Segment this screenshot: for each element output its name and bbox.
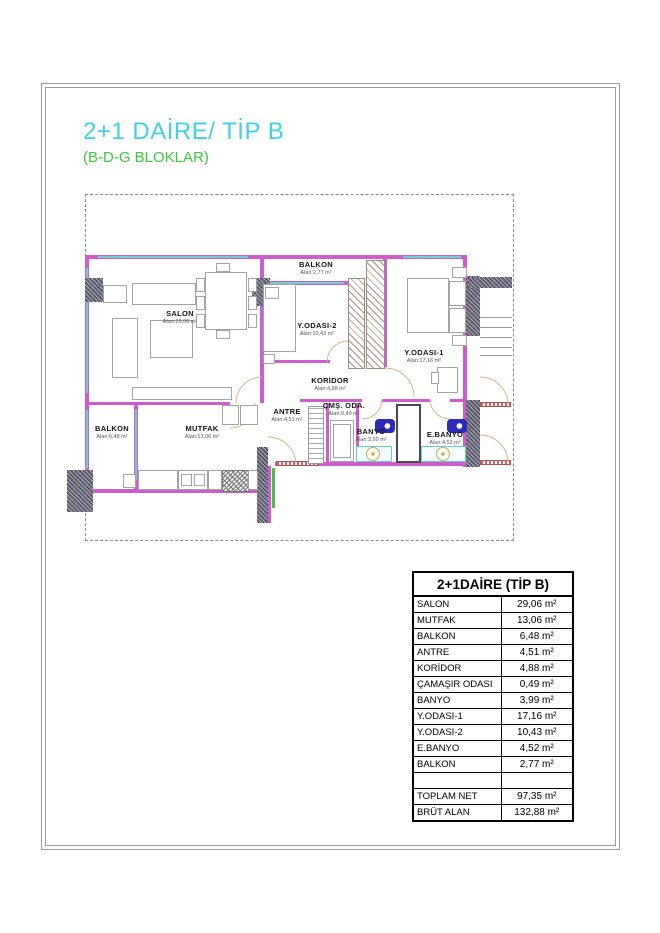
table-cell-value: 10,43 m² xyxy=(501,725,573,741)
room-label-balkon_top xyxy=(299,261,333,276)
table-cell-label: MUTFAK xyxy=(413,613,501,629)
room-label-salon xyxy=(163,310,197,325)
furniture-sideboard xyxy=(132,387,232,400)
furniture-chair xyxy=(196,278,205,292)
table-cell-label: BALKON xyxy=(413,757,501,773)
room-label-banyo xyxy=(355,428,386,443)
table-row xyxy=(413,693,573,709)
room-label-antre xyxy=(271,408,302,423)
furniture-chair xyxy=(248,296,257,310)
table-cell-label: KORİDOR xyxy=(413,661,501,677)
table-cell-label: BANYO xyxy=(413,693,501,709)
table-cell-label: Y.ODASI-2 xyxy=(413,725,501,741)
room-area: Alan:2,77 m² xyxy=(300,269,332,276)
table-cell-value: 0,49 m² xyxy=(501,677,573,693)
table-cell-value xyxy=(501,773,573,789)
furniture-chair xyxy=(431,372,439,384)
kitchen-stove xyxy=(222,470,250,492)
room-name: BALKON xyxy=(299,260,333,269)
page-subtitle: (B-D-G BLOKLAR) xyxy=(83,149,209,166)
table-cell-value: 97,35 m² xyxy=(501,789,573,805)
room-area: Alan:4,52 m² xyxy=(429,439,461,446)
furniture-pillow xyxy=(449,308,466,333)
table-cell-value: 29,06 m² xyxy=(501,596,573,613)
furniture-dining-table xyxy=(205,272,247,330)
table-cell-value: 4,88 m² xyxy=(501,661,573,677)
kitchen-cabinet xyxy=(208,470,222,490)
table-cell-label: SALON xyxy=(413,596,501,613)
areas-table-body xyxy=(413,596,573,821)
room-label-ebanyo xyxy=(427,431,463,446)
room-name: MUTFAK xyxy=(185,424,219,433)
room-name: KORİDOR xyxy=(311,376,349,385)
furniture-chair xyxy=(248,314,257,328)
table-cell-label: Y.ODASI-1 xyxy=(413,709,501,725)
room-label-cms xyxy=(323,402,365,417)
furniture-chair xyxy=(216,330,230,339)
room-area: Alan:0,49 m² xyxy=(328,410,360,417)
furniture-chair xyxy=(196,314,205,328)
table-row xyxy=(413,741,573,757)
room-name: BANYO xyxy=(356,427,386,436)
room-area: Alan:29,06 m² xyxy=(162,318,198,325)
table-cell-value: 3,99 m² xyxy=(501,693,573,709)
bath-sink-basin xyxy=(366,447,380,461)
room-area: Alan:17,16 m² xyxy=(406,357,442,364)
room-area: Alan:13,06 m² xyxy=(184,433,220,440)
room-area: Alan:4,51 m² xyxy=(271,416,303,423)
room-label-koridor xyxy=(311,377,349,392)
table-row xyxy=(413,596,573,613)
furniture-coffee-table xyxy=(150,320,193,358)
table-cell-value: 6,48 m² xyxy=(501,629,573,645)
room-name: ÇMŞ. ODA. xyxy=(322,401,366,410)
table-cell-value: 13,06 m² xyxy=(501,613,573,629)
room-name: Y.ODASI-2 xyxy=(297,321,337,330)
table-row xyxy=(413,677,573,693)
kitchen-sink-basin xyxy=(194,474,205,486)
table-cell-value: 2,77 m² xyxy=(501,757,573,773)
room-area: Alan:4,88 m² xyxy=(314,385,346,392)
table-row xyxy=(413,709,573,725)
room-name: Y.ODASI-1 xyxy=(404,348,444,357)
table-row xyxy=(413,661,573,677)
table-row xyxy=(413,629,573,645)
furniture-tv-unit xyxy=(103,285,127,303)
furniture-sofa xyxy=(132,283,196,305)
furniture-chair xyxy=(196,296,205,310)
table-cell-label xyxy=(413,773,501,789)
areas-table-header: 2+1DAİRE (TİP B) xyxy=(413,572,573,596)
furniture-chair xyxy=(216,263,230,272)
room-label-yodasi2 xyxy=(297,322,336,337)
furniture-pillow xyxy=(449,281,466,306)
table-cell-value: 17,16 m² xyxy=(501,709,573,725)
table-cell-label: TOPLAM NET xyxy=(413,789,501,805)
page-title: 2+1 DAİRE/ TİP B xyxy=(83,118,285,145)
furniture-pillow xyxy=(265,287,279,299)
washing-machine-drum xyxy=(333,424,351,458)
table-row xyxy=(413,725,573,741)
room-name: ANTRE xyxy=(273,407,301,416)
room-label-balkon_left xyxy=(95,425,129,440)
furniture-bed xyxy=(407,278,449,333)
room-area: Alan:10,43 m² xyxy=(299,330,335,337)
table-cell-value: 132,88 m² xyxy=(501,805,573,822)
furniture-nightstand xyxy=(263,354,275,364)
table-row xyxy=(413,773,573,789)
table-cell-label: ÇAMAŞIR ODASI xyxy=(413,677,501,693)
room-name: E.BANYO xyxy=(426,430,464,439)
furniture-sofa-l xyxy=(112,318,138,378)
table-row xyxy=(413,645,573,661)
table-cell-label: E.BANYO xyxy=(413,741,501,757)
balcony-radiator xyxy=(123,474,136,488)
room-label-mutfak xyxy=(185,425,219,440)
shower-shaft xyxy=(396,404,421,463)
bath-sink-basin xyxy=(436,447,450,461)
room-name: SALON xyxy=(166,309,194,318)
room-area: Alan:6,48 m² xyxy=(96,433,128,440)
kitchen-tall-cabinet xyxy=(222,405,239,425)
table-cell-label: ANTRE xyxy=(413,645,501,661)
furniture-desk xyxy=(437,367,458,393)
table-row xyxy=(413,757,573,773)
room-area: Alan:3,99 m² xyxy=(355,436,387,443)
table-row xyxy=(413,613,573,629)
table-cell-value: 4,52 m² xyxy=(501,741,573,757)
entrance-door-leaf xyxy=(272,468,275,508)
furniture-chair xyxy=(248,278,257,292)
areas-table xyxy=(412,571,574,822)
table-cell-value: 4,51 m² xyxy=(501,645,573,661)
table-cell-label: BALKON xyxy=(413,629,501,645)
table-row xyxy=(413,805,573,822)
room-label-yodasi1 xyxy=(404,349,443,364)
furniture-nightstand xyxy=(452,267,467,278)
kitchen-cabinet xyxy=(138,470,178,490)
antre-closet xyxy=(308,406,324,464)
room-name: BALKON xyxy=(95,424,129,433)
table-cell-label: BRÜT ALAN xyxy=(413,805,501,822)
kitchen-tall-cabinet xyxy=(240,405,258,425)
furniture-nightstand xyxy=(452,335,467,346)
table-row xyxy=(413,789,573,805)
kitchen-sink-basin xyxy=(181,474,192,486)
kitchen-cabinet xyxy=(248,470,258,490)
